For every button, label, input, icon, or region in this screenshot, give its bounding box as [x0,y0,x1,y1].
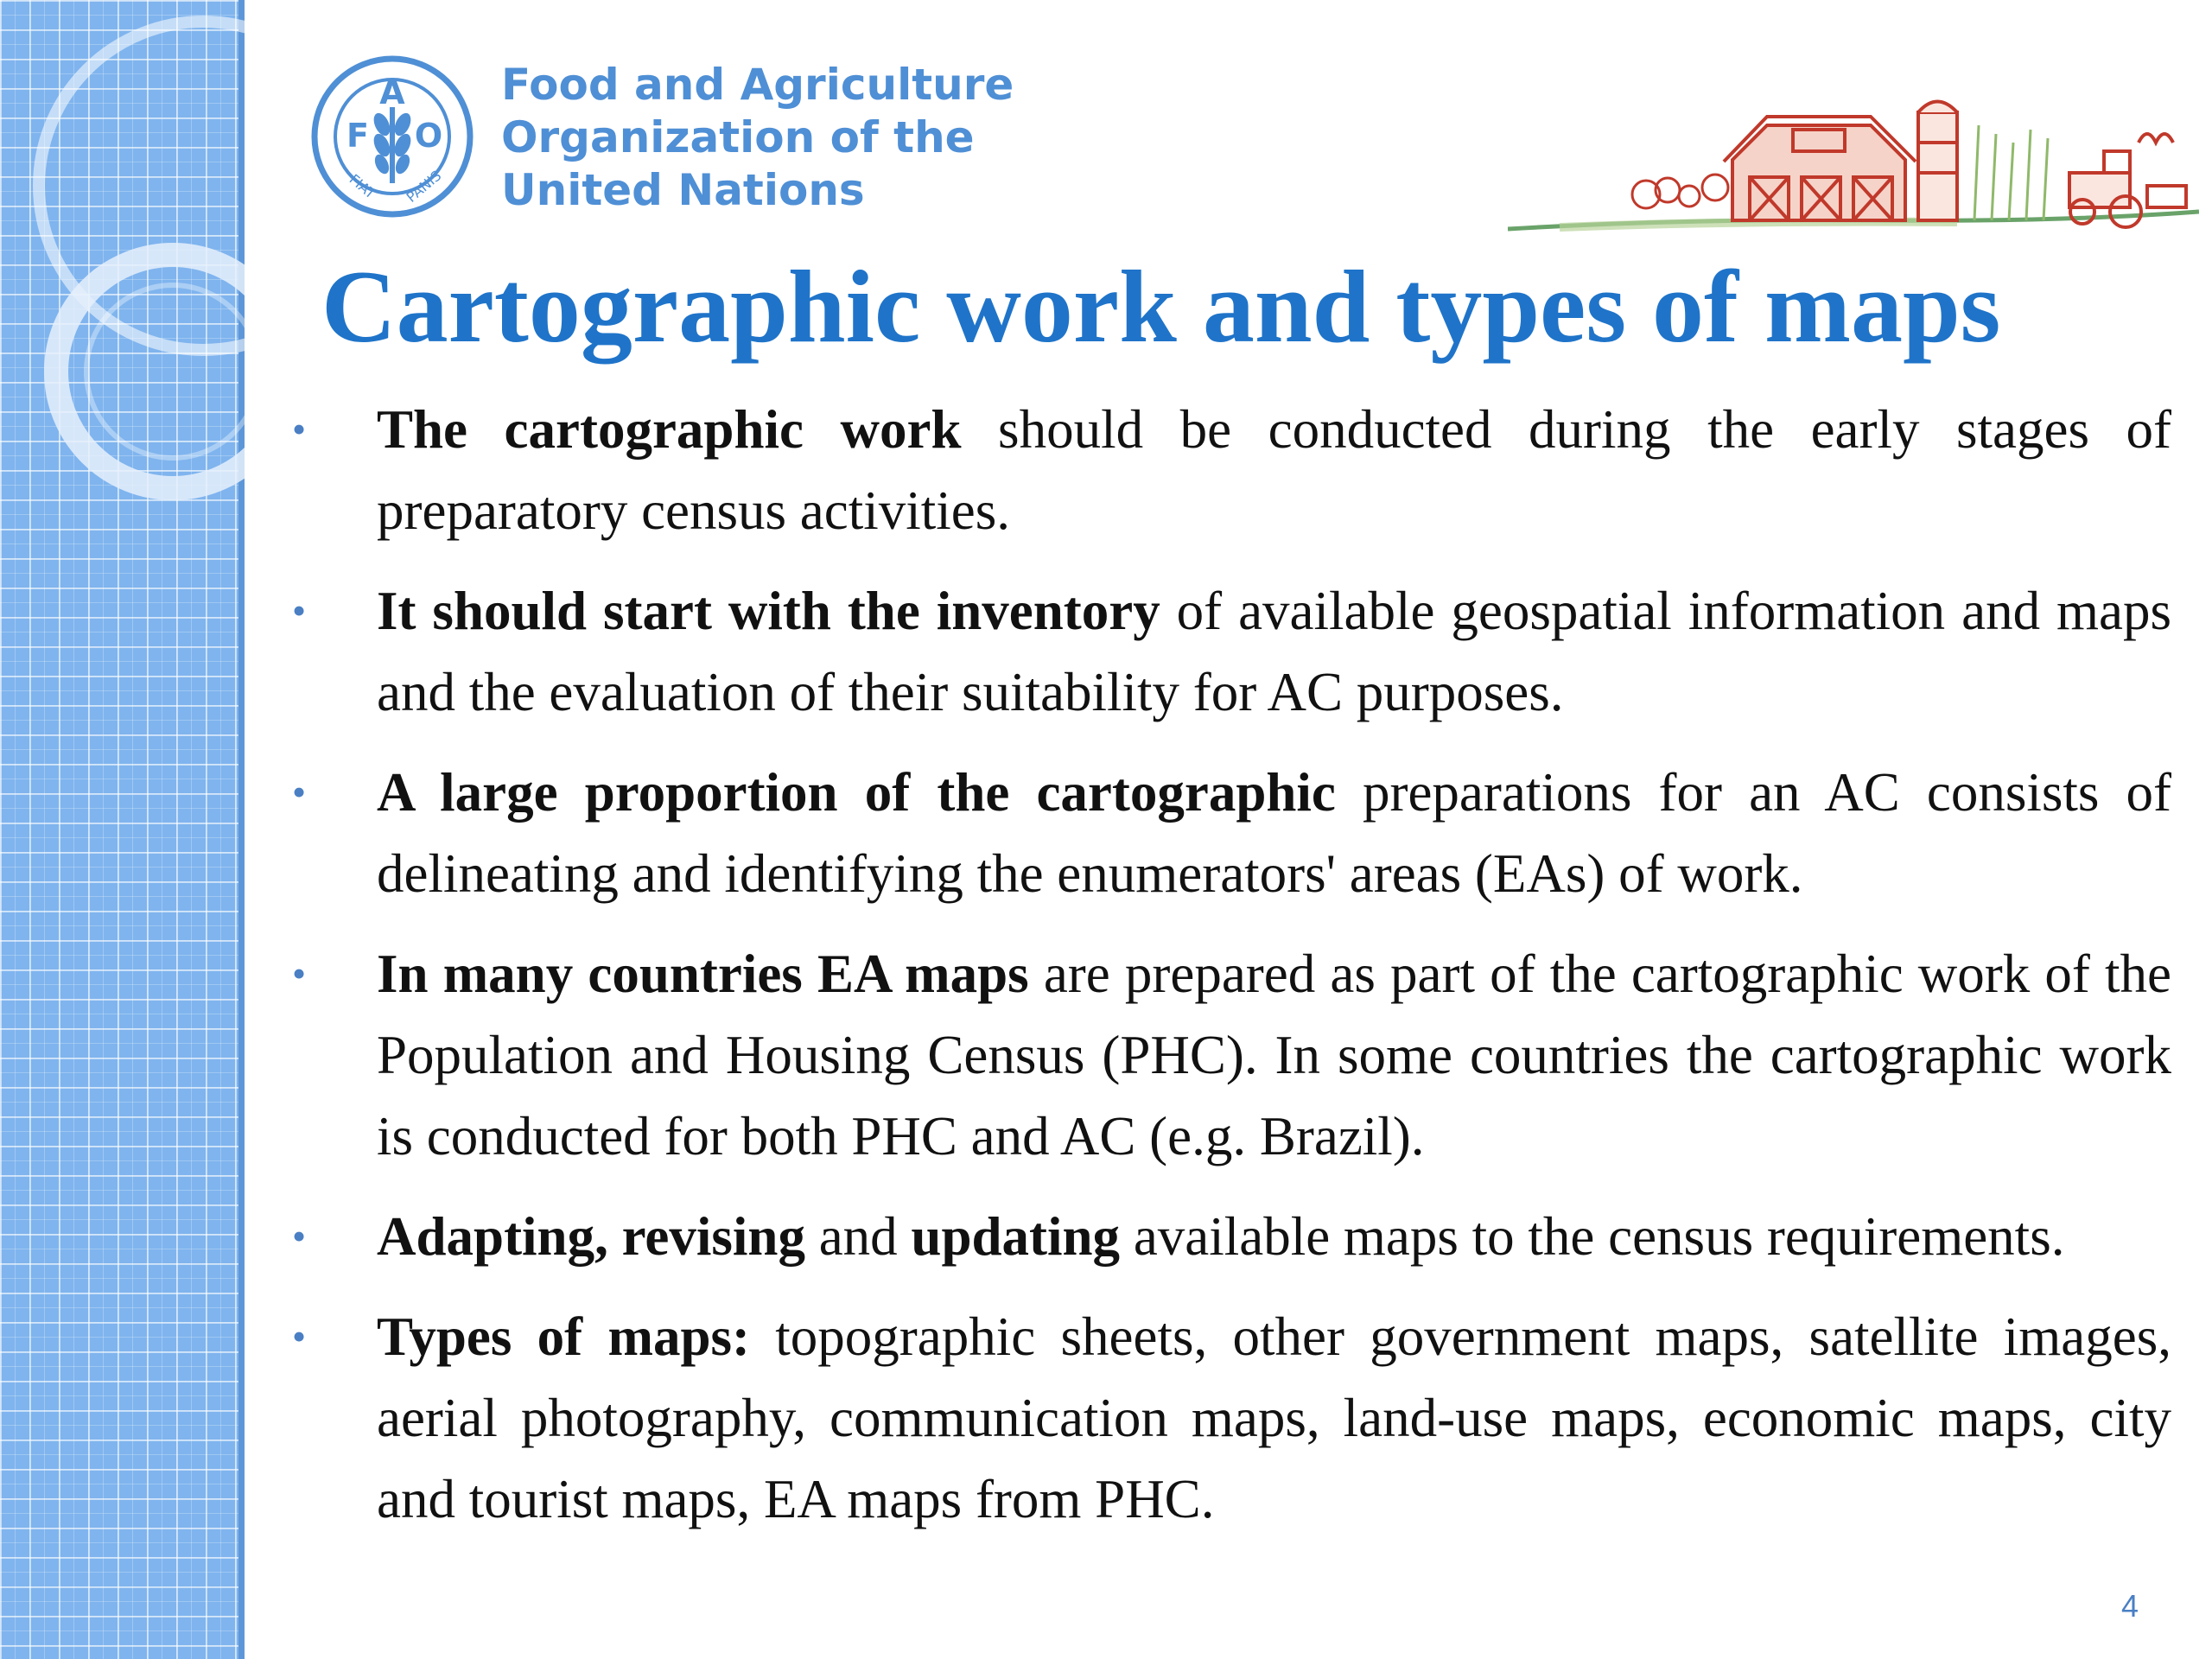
farm-illustration [1508,91,2199,238]
bullet-bold-text: Adapting, revising [377,1206,805,1267]
emblem-motto-left: FIAT [346,170,379,202]
bullet-text: topographic sheets, other government maps, satellite images, aerial photography, communication maps, land-use maps, economic maps, city and tourist maps, EA maps from PHC. [377,1306,2171,1529]
bullet-dot-icon: • [292,407,307,451]
bullet-text: of available geospatial information and maps and the evaluation of their suitability for AC purposes. [377,581,2171,722]
bullet-bold-text: Types of maps: [377,1306,750,1367]
bullet-item [292,752,2171,914]
emblem-letter-o: O [414,117,443,155]
bullet-text: preparations for an AC consists of delineating and identifying the enumerators' areas (EAs) of work. [377,762,2171,904]
bullet-dot-icon: • [292,951,307,995]
bullet-dot-icon: • [292,1214,307,1258]
bullet-text: should be conducted during the early stages of preparatory census activities. [377,399,2171,541]
bullet-text: are prepared as part of the cartographic work of the Population and Housing Census (PHC). In some countries the cartographic work is conducted for both PHC and AC (e.g. Brazil). [377,944,2172,1166]
bullet-bold-text: It should start with the inventory [377,581,1160,641]
emblem-letter-f: F [346,117,369,155]
page-number: 4 [2121,1588,2139,1624]
bullet-bold-text: A large proportion of the cartographic [377,762,1336,823]
bullet-dot-icon: • [292,1314,307,1358]
bullet-list [292,389,2171,1559]
bullet-bold-text: In many countries EA maps [377,944,1029,1004]
bullet-item [292,1196,2171,1277]
bullet-item [292,389,2171,551]
logo-line-3: United Nations [501,165,865,215]
bullet-item [292,1296,2171,1540]
fao-wordmark [501,59,1014,217]
bullet-bold-text: The cartographic work [377,399,962,460]
slide-title: Cartographic work and types of maps [321,249,2001,364]
fao-emblem-logo [309,54,475,219]
bullet-dot-icon: • [292,770,307,814]
bullet-text: and [804,1206,912,1267]
emblem-letter-a: A [379,73,405,111]
bullet-item [292,570,2171,733]
emblem-motto-right: PANIS [403,167,445,206]
logo-line-1: Food and Agriculture [501,60,1014,110]
bullet-item [292,933,2171,1177]
bullet-bold-text-2: updating [911,1206,1121,1267]
logo-line-2: Organization of the [501,112,975,162]
side-ring-decoration [0,0,245,562]
bullet-text-2: available maps to the census requirements. [1120,1206,2065,1267]
bullet-dot-icon: • [292,588,307,632]
